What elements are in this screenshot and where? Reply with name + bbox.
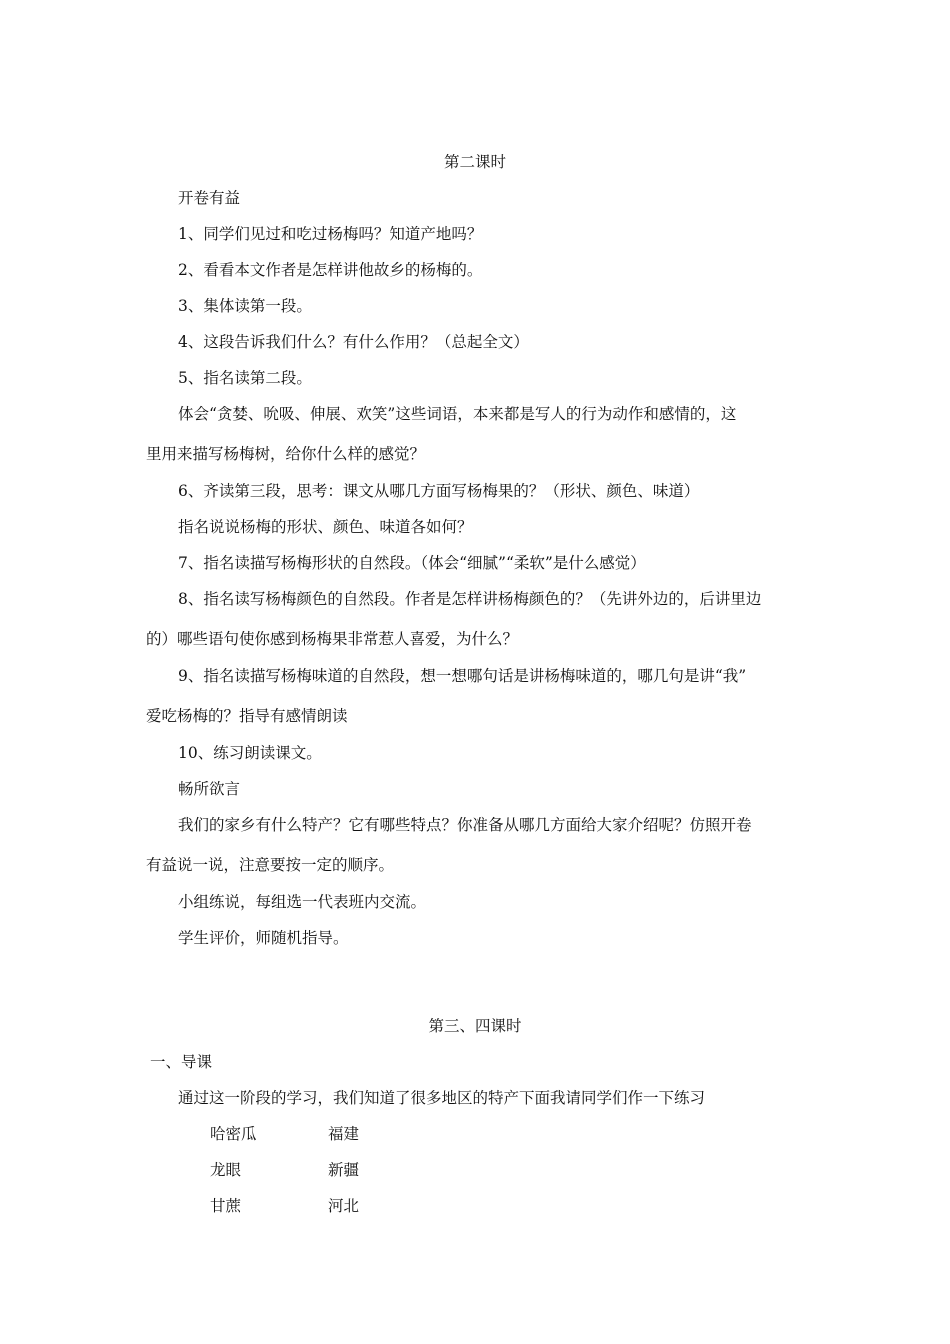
match-place: 新疆 <box>328 1161 360 1179</box>
section-changsuo-yuyan: 畅所欲言 <box>178 780 241 798</box>
paragraph-line: 的）哪些语句使你感到杨梅果非常惹人喜爱，为什么？ <box>146 630 519 648</box>
list-item: 2、看看本文作者是怎样讲他故乡的杨梅的。 <box>178 261 483 279</box>
list-item: 9、指名读描写杨梅味道的自然段，想一想哪句话是讲杨梅味道的，哪几句是讲“我” <box>178 667 747 685</box>
list-item: 1、同学们见过和吃过杨梅吗？知道产地吗？ <box>178 225 483 243</box>
list-item: 5、指名读第二段。 <box>178 369 312 387</box>
section-daoke: 一、导课 <box>150 1053 213 1071</box>
list-item: 8、指名读写杨梅颜色的自然段。作者是怎样讲杨梅颜色的？（先讲外边的，后讲里边 <box>178 590 762 608</box>
paragraph-line: 小组练说，每组选一代表班内交流。 <box>178 893 427 911</box>
paragraph-line: 有益说一说，注意要按一定的顺序。 <box>146 856 395 874</box>
list-item: 4、这段告诉我们什么？有什么作用？（总起全文） <box>178 333 529 351</box>
match-product: 甘蔗 <box>210 1197 242 1215</box>
paragraph-line: 通过这一阶段的学习，我们知道了很多地区的特产下面我请同学们作一下练习 <box>178 1089 706 1107</box>
paragraph-line: 里用来描写杨梅树，给你什么样的感觉？ <box>146 445 426 463</box>
list-item: 7、指名读描写杨梅形状的自然段。（体会“细腻”“柔软”是什么感觉） <box>178 554 646 572</box>
paragraph-line: 体会“贪婪、吮吸、伸展、欢笑”这些词语，本来都是写人的行为动作和感情的，这 <box>178 405 737 423</box>
list-item: 10、练习朗读课文。 <box>178 744 322 762</box>
list-item: 6、齐读第三段，思考：课文从哪几方面写杨梅果的？（形状、颜色、味道） <box>178 482 700 500</box>
match-product: 哈密瓜 <box>210 1125 257 1143</box>
lesson34-heading: 第三、四课时 <box>428 1017 522 1035</box>
paragraph-line: 爱吃杨梅的？指导有感情朗读 <box>146 707 348 725</box>
lesson2-heading: 第二课时 <box>443 153 506 171</box>
match-place: 福建 <box>328 1125 360 1143</box>
section-kaijuan-youyi: 开卷有益 <box>178 189 241 207</box>
paragraph-line: 学生评价，师随机指导。 <box>178 929 349 947</box>
paragraph-line: 指名说说杨梅的形状、颜色、味道各如何？ <box>178 518 473 536</box>
match-place: 河北 <box>328 1197 360 1215</box>
match-product: 龙眼 <box>210 1161 242 1179</box>
paragraph-line: 我们的家乡有什么特产？它有哪些特点？你准备从哪几方面给大家介绍呢？仿照开卷 <box>178 816 752 834</box>
list-item: 3、集体读第一段。 <box>178 297 312 315</box>
